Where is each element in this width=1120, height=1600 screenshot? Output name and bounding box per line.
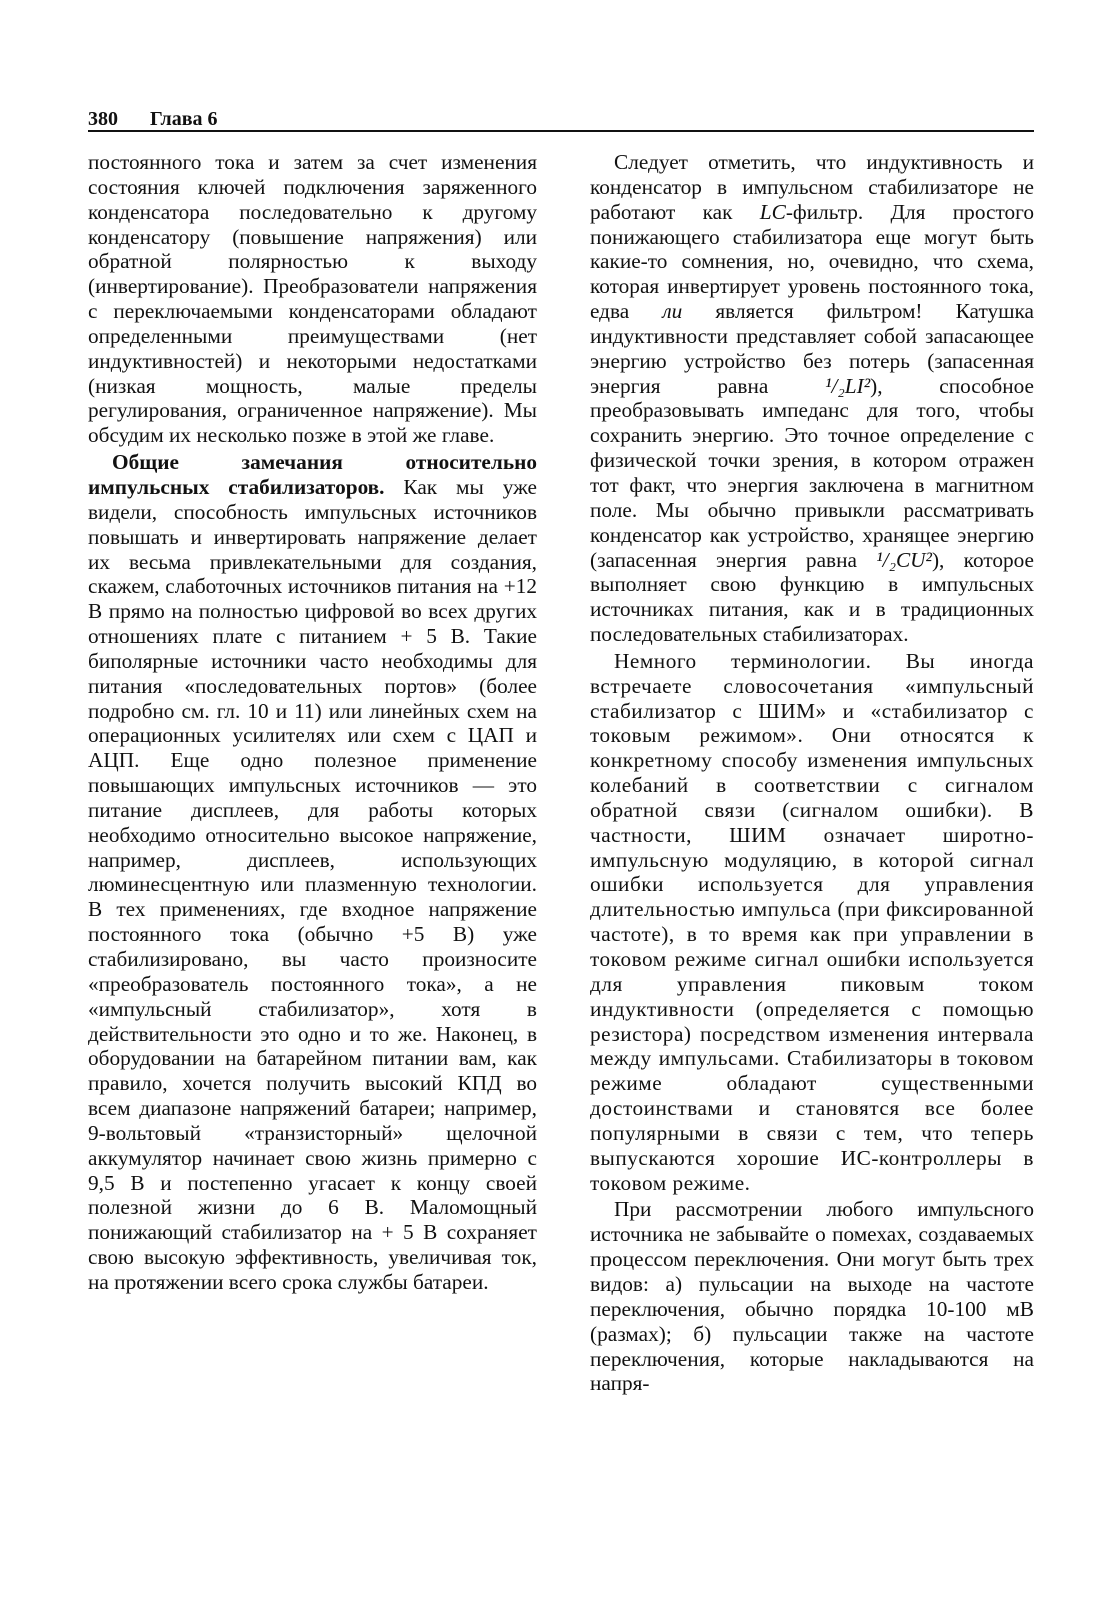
text-run: ), способное преобразовывать импеданс для того, чтобы сохранить энергию. Это точное определение с физической точки зрения, в котором отражен тот факт, что энергия заключена в магнитном поле. Мы обычно привыкли рассматривать конденсатор как устройство, хранящее энергию (запасенная энергия равна bbox=[590, 373, 1034, 572]
paragraph bbox=[590, 150, 1034, 647]
page-header bbox=[88, 104, 1034, 132]
paragraph-body: Как мы уже видели, способность импульсных источников повышать и инвертировать напряжение делает их весьма привлекательными для создания, скажем, слаботочных источников питания на +12 В прямо на полностью цифровой во всех других отношениях плате с питанием + 5 В. Такие биполярные источники часто необходимы для питания «последовательных портов» (более подробно см. гл. 10 и 11) или линейных схем на операционных усилителях или схем с ЦАП и АЦП. Еще одно полезное применение повышающих импульсных источников — это питание дисплеев, для работы которых необходимо относительно высокое напряжение, например, дисплеев, использующих люминесцентную или плазменную технологии. В тех применениях, где входное напряжение постоянного тока (обычно +5 В) уже стабилизировано, вы часто произносите «преобразователь постоянного тока», а не «импульсный стабилизатор», хотя в действительности это одно и то же. Наконец, в оборудовании на батарейном питании вам, как правило, хочется получить высокий КПД во всем диапазоне напряжений батареи; например, 9-вольтовый «транзисторный» щелочной аккумулятор начинает свою жизнь примерно с 9,5 В и постепенно угасает к концу своей полезной жизни до 6 В. Маломощный понижающий стабилизатор на + 5 В сохраняет свою высокую эффективность, увеличивая ток, на протяжении всего срока службы батареи. bbox=[88, 474, 537, 1294]
text-run: Следует отметить, что индуктивность и конденсатор в импульсном стабилизаторе не работают как bbox=[590, 150, 1034, 224]
text-run: -фильтр. Для простого понижающего стабилизатора еще могут быть какие-то сомнения, но, очевидно, что схема, которая инвертирует уровень постоянного тока, едва bbox=[590, 199, 1034, 324]
left-column bbox=[88, 150, 537, 1295]
formula: ¹/₂CU² bbox=[876, 547, 932, 572]
paragraph: Немного терминологии. Вы иногда встречаете словосочетания «импульсный стабилизатор с ШИМ» и «стабилизатор с токовым режимом». Они относятся к конкретному способу изменения импульсных колебаний в соответствии с сигналом обратной связи (сигналом ошибки). В частности, ШИМ означает широтно-импульсную модуляцию, в которой сигнал ошибки используется для управления длительностью импульса (при фиксированной частоте), в то время как при управлении в токовом режиме сигнал ошибки используется для управления пиковым током индуктивности (определяется с помощью резистора) посредством изменения интервала между импульсами. Стабилизаторы в токовом режиме обладают существенными достоинствами и становятся все более популярными в связи с тем, что теперь выпускаются хорошие ИС-контроллеры в токовом режиме. bbox=[590, 648, 1034, 1195]
paragraph bbox=[88, 450, 537, 1295]
text-run: ), которое выполняет свою функцию в импульсных источниках питания, как и в традиционных последовательных стабилизаторах. bbox=[590, 547, 1035, 647]
italic-run: ли bbox=[662, 299, 683, 324]
paragraph: постоянного тока и затем за счет изменения состояния ключей подключения заряженного конденсатора последовательно к другому конденсатору (повышение напряжения) или обратной полярностью к выходу (инвертирование). Преобразователи напряжения с переключаемыми конденсаторами обладают определенными преимуществами (нет индуктивностей) и некоторыми недостатками (низкая мощность, малые пределы регулирования, ограниченное напряжение). Мы обсудим их несколько позже в этой же главе. bbox=[88, 150, 537, 448]
page-number: 380 bbox=[88, 108, 118, 130]
italic-run: LC bbox=[759, 199, 786, 224]
text-run: является фильтром! Катушка индуктивности представляет собой запасающее энергию устройство без потерь (запасенная энергия равна bbox=[590, 299, 1034, 398]
right-column bbox=[590, 150, 1034, 1396]
run-in-heading: Общие замечания относительно импульсных стабилизаторов. bbox=[88, 450, 537, 499]
chapter-title: Глава 6 bbox=[150, 108, 218, 130]
formula: ¹/₂LI² bbox=[825, 373, 871, 398]
paragraph: При рассмотрении любого импульсного источника не забывайте о помехах, создаваемых процессом переключения. Они могут быть трех видов: а) пульсации на выходе на частоте переключения, обычно порядка 10-100 мВ (размах); б) пульсации также на частоте переключения, которые накладываются на напря- bbox=[590, 1197, 1034, 1396]
